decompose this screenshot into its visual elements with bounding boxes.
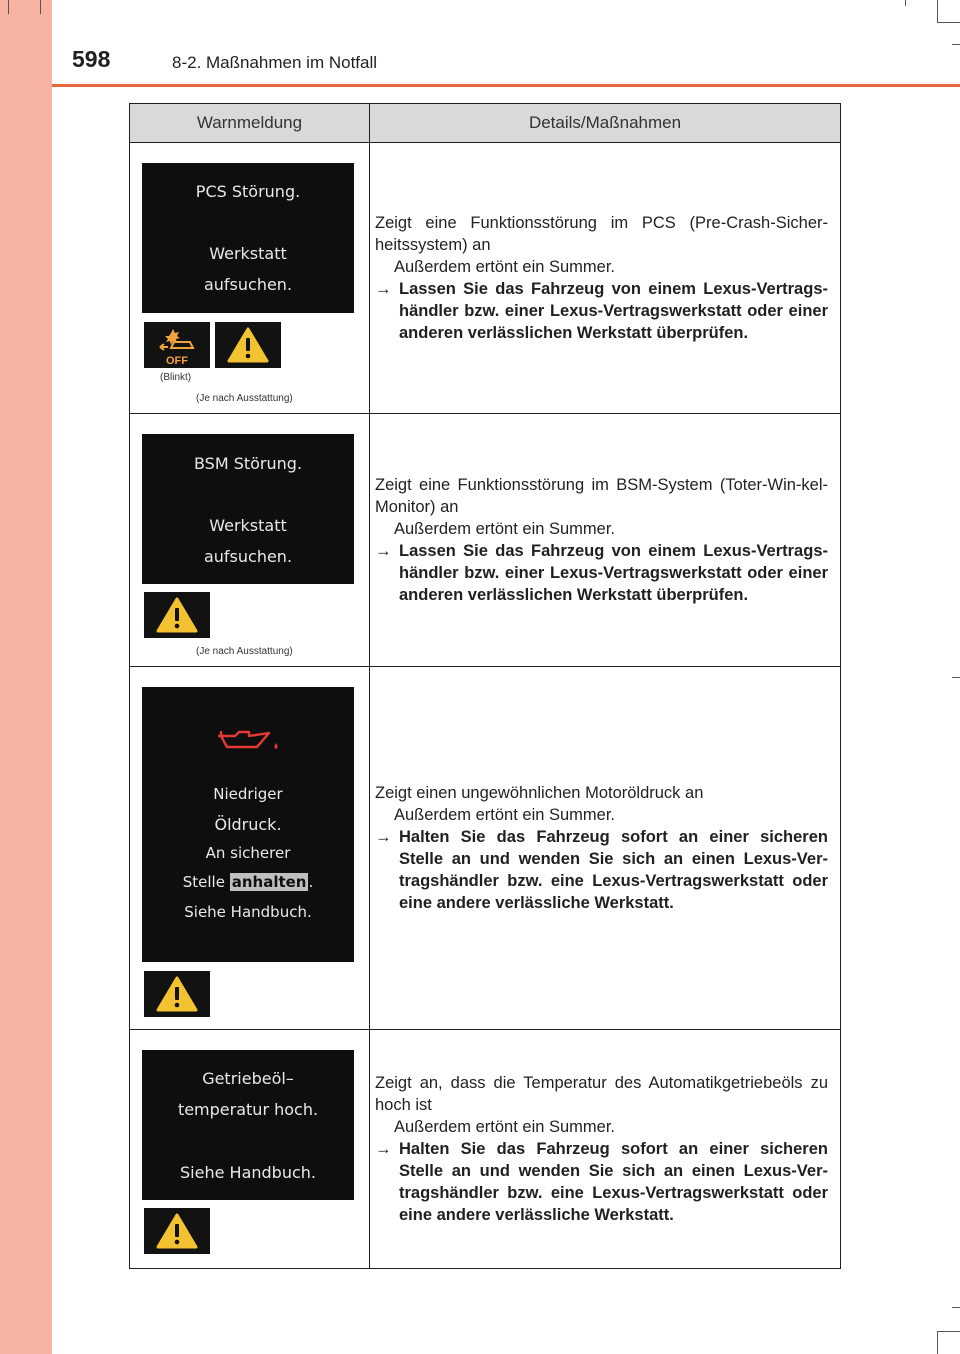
action-text: Halten Sie das Fahrzeug sofort an einer sicheren Stelle an und wenden Sie sich an einen Lexus-Ver-tragshändler bzw. eine Lexus-Vertragswerkstatt oder eine andere verlässliche Werkstatt. — [399, 828, 828, 912]
display-text-stop-line — [142, 873, 354, 891]
display-text: . — [308, 873, 314, 891]
warning-cell — [130, 667, 370, 1030]
pcs-off-icon — [144, 322, 210, 368]
svg-text:OFF: OFF — [166, 355, 188, 367]
buzzer-note: Außerdem ertönt ein Summer. — [394, 258, 616, 276]
display-text: Niedriger — [213, 785, 283, 803]
buzzer-note: Außerdem ertönt ein Summer. — [394, 1118, 616, 1136]
display-text: BSM Störung. — [193, 454, 303, 473]
caption-blinkt: (Blinkt) — [160, 372, 192, 383]
display-text: Stelle — [182, 873, 225, 891]
crop-mark — [905, 0, 906, 6]
page-number: 598 — [72, 46, 111, 72]
crop-mark — [8, 0, 9, 14]
action-text: Halten Sie das Fahrzeug sofort an einer sicheren Stelle an und wenden Sie sich an einen Lexus-Ver-tragshändler bzw. eine Lexus-Vertragswerkstatt oder eine andere verlässliche Werkstatt. — [399, 1140, 828, 1224]
display-text: temperatur hoch. — [177, 1100, 319, 1119]
warning-triangle-icon — [144, 971, 210, 1017]
caption-equipment: (Je nach Ausstattung) — [196, 646, 293, 657]
display-text: Öldruck. — [214, 815, 282, 834]
display-text: PCS Störung. — [195, 182, 301, 201]
column-header-warning: Warnmeldung — [130, 104, 370, 143]
arrow-icon: → — [375, 280, 392, 298]
table-row — [130, 667, 841, 1030]
highlight-stop: anhalten — [231, 873, 307, 891]
display-text: aufsuchen. — [203, 275, 293, 294]
oil-can-icon — [142, 725, 354, 759]
action-text: Lassen Sie das Fahrzeug von einem Lexus-Vertrags-händler bzw. einer Lexus-Vertragswerkstatt oder einer anderen verlässlichen Werkstatt überprüfen. — [399, 542, 828, 604]
warning-display — [142, 163, 354, 313]
crop-mark — [952, 677, 960, 678]
caption-equipment: (Je nach Ausstattung) — [196, 393, 293, 404]
details-cell — [370, 667, 841, 1030]
crop-mark — [937, 1331, 938, 1354]
warning-cell — [130, 143, 370, 414]
display-text: Siehe Handbuch. — [184, 903, 312, 921]
description-text: Zeigt an, dass die Temperatur des Automatikgetriebeöls zu hoch ist — [375, 1074, 828, 1114]
arrow-icon: → — [375, 1140, 392, 1158]
details-cell — [370, 143, 841, 414]
action-item — [375, 540, 828, 606]
warning-display — [142, 1050, 354, 1200]
display-text: Getriebeöl– — [202, 1069, 294, 1088]
action-item — [375, 1138, 828, 1226]
warning-triangle-icon — [215, 322, 281, 368]
action-item — [375, 278, 828, 344]
table-row — [130, 1030, 841, 1269]
table-header-row — [130, 104, 841, 143]
description-text: Zeigt eine Funktionsstörung im BSM-System (Toter-Win-kel-Monitor) an — [375, 476, 828, 516]
display-text: Werkstatt — [209, 516, 287, 535]
crop-mark — [937, 0, 938, 22]
display-text: Werkstatt — [209, 244, 287, 263]
action-item — [375, 826, 828, 914]
table-row — [130, 414, 841, 667]
column-header-details: Details/Maßnahmen — [370, 104, 841, 143]
crop-mark — [937, 1331, 960, 1332]
warning-table — [129, 103, 841, 1269]
side-color-band — [0, 0, 52, 1354]
warning-cell — [130, 414, 370, 667]
header-rule — [52, 84, 960, 87]
details-cell — [370, 414, 841, 667]
arrow-icon: → — [375, 828, 392, 846]
warning-display — [142, 687, 354, 962]
warning-triangle-icon — [144, 592, 210, 638]
section-title: 8-2. Maßnahmen im Notfall — [172, 53, 378, 72]
crop-mark — [40, 0, 41, 14]
table-row — [130, 143, 841, 414]
buzzer-note: Außerdem ertönt ein Summer. — [394, 520, 616, 538]
description-text: Zeigt einen ungewöhnlichen Motoröldruck an — [375, 784, 704, 802]
warning-cell — [130, 1030, 370, 1269]
display-text: Siehe Handbuch. — [180, 1163, 316, 1182]
display-text: aufsuchen. — [203, 547, 293, 566]
description-text: Zeigt eine Funktionsstörung im PCS (Pre-Crash-Sicher-heitssystem) an — [375, 214, 828, 254]
warning-triangle-icon — [144, 1208, 210, 1254]
action-text: Lassen Sie das Fahrzeug von einem Lexus-Vertrags-händler bzw. einer Lexus-Vertragswerkstatt oder einer anderen verlässlichen Werkstatt überprüfen. — [399, 280, 828, 342]
crop-mark — [952, 1307, 960, 1308]
arrow-icon: → — [375, 542, 392, 560]
crop-mark — [937, 22, 960, 23]
crop-mark — [952, 44, 960, 45]
display-text: An sicherer — [205, 844, 291, 862]
buzzer-note: Außerdem ertönt ein Summer. — [394, 806, 616, 824]
warning-display — [142, 434, 354, 584]
details-cell — [370, 1030, 841, 1269]
